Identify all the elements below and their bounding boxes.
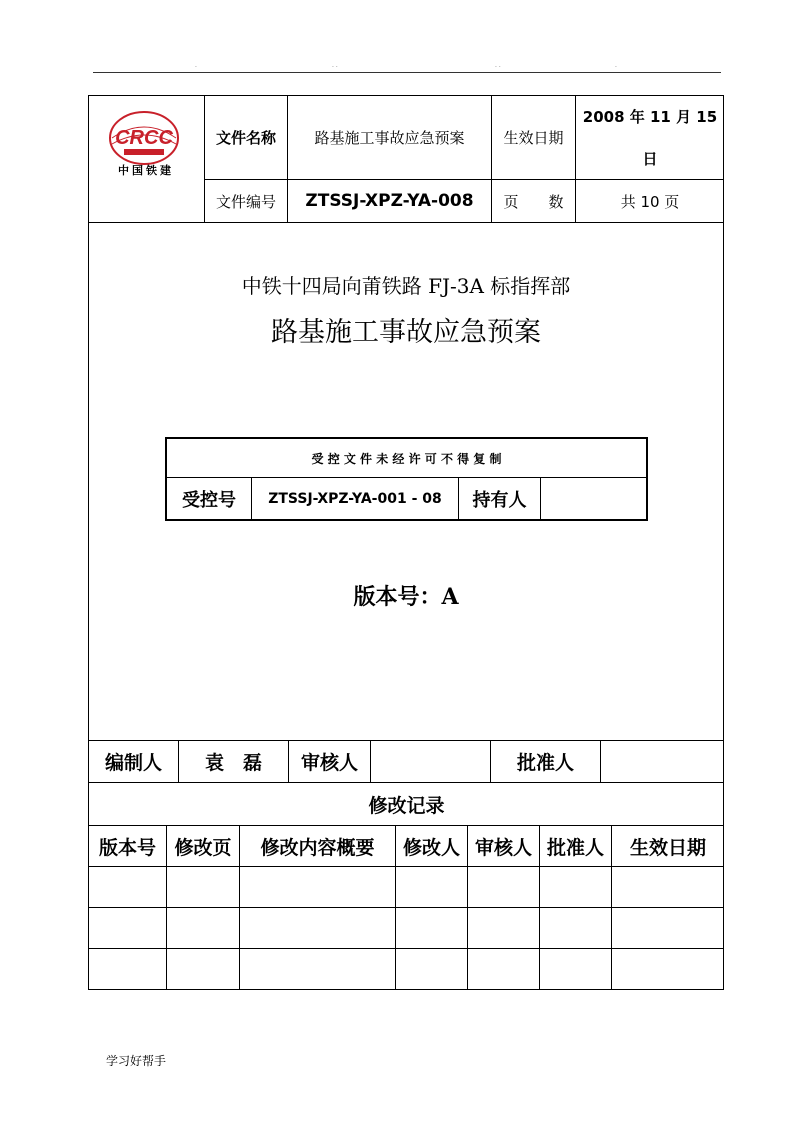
header-dot: . . [332,62,338,69]
doc-name-label: 文件名称 [215,129,276,147]
revision-column-header: 修改内容概要 [260,836,375,859]
grid-line [88,948,724,949]
svg-text:CRCC: CRCC [115,127,173,149]
control-no-label: 受控号 [182,490,236,511]
version-value: A [441,584,459,610]
header-dot: . [615,62,617,69]
revision-column-header: 版本号 [98,836,156,859]
grid-line [88,222,724,223]
effective-date-line: 2008 年 11 月 15 [582,107,718,126]
approver-label: 批准人 [516,752,574,774]
effective-date-value [576,96,724,179]
page-footer: 学习好帮手 [106,1054,167,1068]
revision-column-header: 修改页 [174,836,232,859]
effective-date-label: 生效日期 [503,129,564,147]
grid-line [88,907,724,908]
header-dot: . . [495,62,501,69]
revision-column-header: 修改人 [402,836,460,859]
controlled-copy-notice: 受 控 文 件 未 经 许 可 不 得 复 制 [311,451,502,466]
crcc-logo-icon [88,96,204,222]
reviewer-value [371,741,490,782]
approver-value [601,741,724,782]
effective-date-line: 日 [642,149,658,168]
doc-no-value: ZTSSJ-XPZ-YA-008 [305,191,474,211]
revision-column-header: 生效日期 [629,836,706,859]
grid-line [88,866,724,867]
reviewer-label: 审核人 [300,752,358,774]
version-line [88,580,724,611]
version-label: 版本号： [353,585,442,610]
org-title: 中铁十四局向莆铁路 FJ-3A 标指挥部 [241,274,571,298]
author-value: 袁 磊 [204,752,262,774]
document-title: 路基施工事故应急预案 [271,317,541,348]
control-no-value: ZTSSJ-XPZ-YA-001 - 08 [268,491,442,507]
company-logo [88,96,204,222]
pages-value: 共 10 页 [620,192,680,211]
revision-column-header: 审核人 [474,836,532,859]
logo-subtitle: 中国铁建 [118,164,174,177]
pages-label: 页 数 [503,192,564,211]
page-header-rule [93,72,721,73]
holder-value [541,478,646,520]
doc-name-value: 路基施工事故应急预案 [314,129,465,147]
revision-record-title: 修改记录 [368,794,445,817]
header-dot: . [195,62,197,69]
holder-label: 持有人 [472,490,527,511]
revision-column-header: 批准人 [546,836,604,859]
author-label: 编制人 [104,752,162,774]
doc-no-label: 文件编号 [215,192,276,211]
